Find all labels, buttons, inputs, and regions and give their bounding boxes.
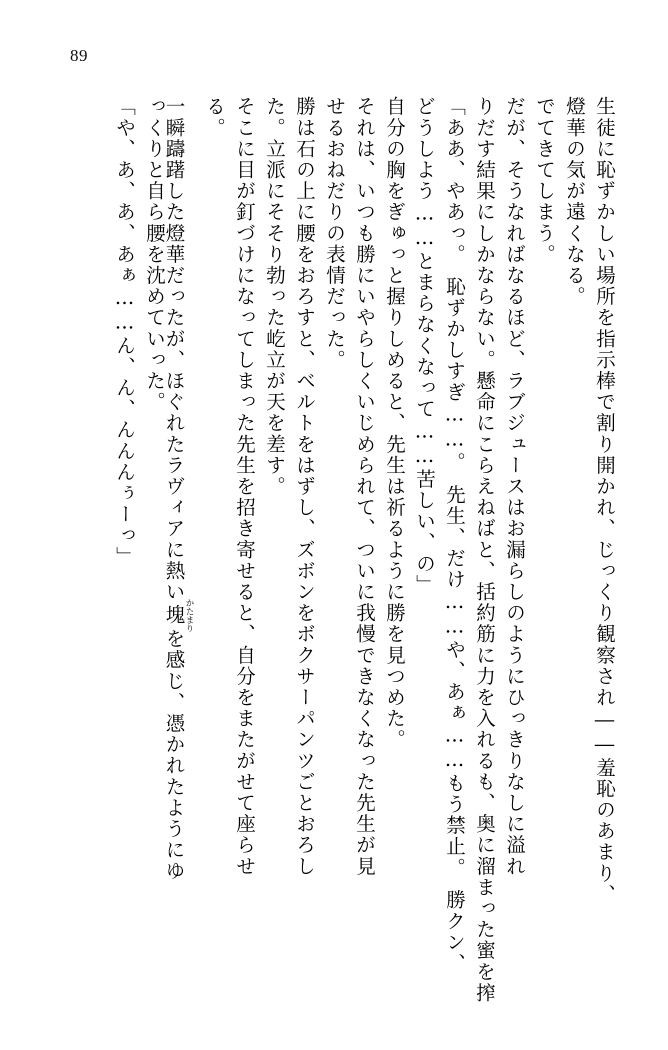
text-column: 「や、あ、あ、あぁ……ん、ん、んんんぅーっ」 <box>113 96 136 568</box>
text-column: りだす結果にしかならない。懸命にこらえねばと、括約筋に力を入れるも、奥に溜まった蜜を搾 <box>473 96 496 1004</box>
text-column-with-ruby: 一瞬躊躇した燈華だったが、ほぐれたラヴィアに熱い塊かたまりを感じ、憑かれたようにゆ <box>162 96 194 882</box>
text-column: 燈華の気が遠くなる。 <box>563 96 586 307</box>
text-column: せるおねだりの表情だった。 <box>323 96 346 371</box>
text-column: でてきてしまう。 <box>533 96 556 265</box>
text-column: だが、そうなればなるほど、ラブジュースはお漏らしのようにひっきりなしに溢れ <box>503 96 526 877</box>
text-column: る。 <box>203 96 226 139</box>
ruby-annotation: 塊かたまり <box>162 598 194 633</box>
text-column: た。立派にそそり勃った屹立が天を差す。 <box>263 96 286 497</box>
page-number: 89 <box>70 46 88 65</box>
text-column: 「ああ、やあっ。 恥ずかしすぎ……。 先生、だけ……や、あぁ……もう禁止。 勝クン、 <box>443 96 466 974</box>
text-column: それは、いつも勝にいやらしくいじめられて、ついに我慢できなくなった先生が見 <box>353 96 376 877</box>
text-column: 生徒に恥ずかしい場所を指示棒で割り開かれ、じっくり観察され――羞恥のあまり、 <box>593 96 616 905</box>
vertical-text-body <box>42 96 614 1006</box>
text-column: 勝は石の上に腰をおろすと、ベルトをはずし、ズボンをボクサーパンツごとおろし <box>293 96 316 877</box>
text-column: そこに目が釘づけになってしまった先生を招き寄せると、自分をまたがせて座らせ <box>233 96 256 877</box>
text-column: 自分の胸をぎゅっと握りしめると、先生は祈るように勝を見つめた。 <box>383 96 406 751</box>
text-column: どうしよう……とまらなくなって……苦しい、の」 <box>413 96 436 596</box>
text-column: っくりと自ら腰を沈めていった。 <box>143 96 166 413</box>
